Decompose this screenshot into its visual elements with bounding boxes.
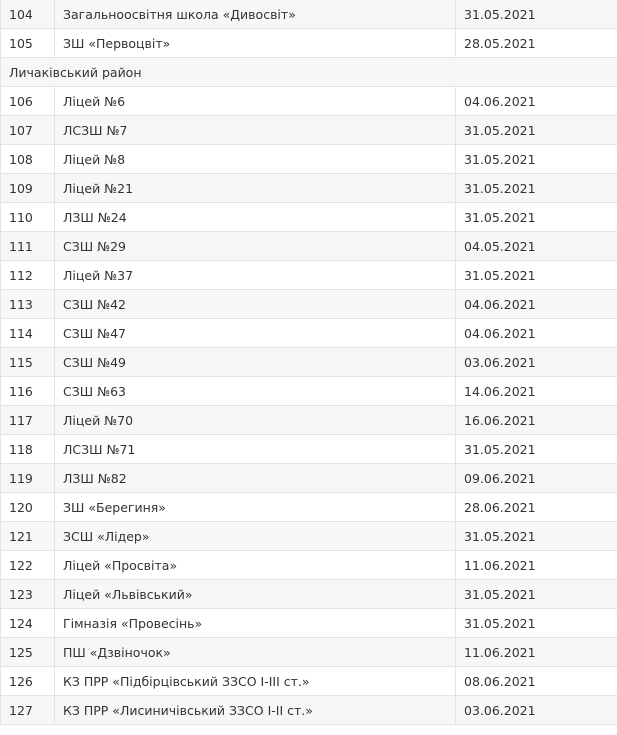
table-row	[1, 348, 617, 377]
row-number: 122	[1, 551, 55, 580]
school-name: ЗСШ «Лідер»	[55, 522, 456, 551]
school-name: СЗШ №29	[55, 232, 456, 261]
row-number: 111	[1, 232, 55, 261]
table-row	[1, 638, 617, 667]
row-number: 123	[1, 580, 55, 609]
row-number: 114	[1, 319, 55, 348]
school-name: ЛСЗШ №7	[55, 116, 456, 145]
school-name: ПШ «Дзвіночок»	[55, 638, 456, 667]
table-row	[1, 203, 617, 232]
table-row	[1, 174, 617, 203]
table-row	[1, 290, 617, 319]
date: 03.06.2021	[456, 696, 617, 725]
table-row	[1, 0, 617, 29]
school-name: КЗ ПРР «Підбірцівський ЗЗСО І-ІІІ ст.»	[55, 667, 456, 696]
date: 09.06.2021	[456, 464, 617, 493]
date: 31.05.2021	[456, 116, 617, 145]
date: 11.06.2021	[456, 638, 617, 667]
row-number: 120	[1, 493, 55, 522]
row-number: 107	[1, 116, 55, 145]
row-number: 118	[1, 435, 55, 464]
date: 31.05.2021	[456, 0, 617, 29]
school-name: Ліцей «Просвіта»	[55, 551, 456, 580]
district-label: Личаківський район	[1, 58, 617, 87]
school-name: Ліцей «Львівський»	[55, 580, 456, 609]
date: 31.05.2021	[456, 435, 617, 464]
row-number: 104	[1, 0, 55, 29]
date: 31.05.2021	[456, 609, 617, 638]
table-row	[1, 667, 617, 696]
row-number: 117	[1, 406, 55, 435]
school-name: ЛЗШ №82	[55, 464, 456, 493]
date: 31.05.2021	[456, 145, 617, 174]
date: 04.06.2021	[456, 319, 617, 348]
row-number: 106	[1, 87, 55, 116]
row-number: 108	[1, 145, 55, 174]
school-name: Ліцей №37	[55, 261, 456, 290]
school-name: Ліцей №21	[55, 174, 456, 203]
date: 04.06.2021	[456, 87, 617, 116]
table-row	[1, 696, 617, 725]
date: 11.06.2021	[456, 551, 617, 580]
school-name: Ліцей №8	[55, 145, 456, 174]
table-row	[1, 319, 617, 348]
date: 08.06.2021	[456, 667, 617, 696]
date: 04.05.2021	[456, 232, 617, 261]
row-number: 116	[1, 377, 55, 406]
table-row	[1, 261, 617, 290]
row-number: 109	[1, 174, 55, 203]
school-name: СЗШ №49	[55, 348, 456, 377]
school-name: Гімназія «Провесінь»	[55, 609, 456, 638]
row-number: 112	[1, 261, 55, 290]
date: 04.06.2021	[456, 290, 617, 319]
row-number: 121	[1, 522, 55, 551]
table-row	[1, 580, 617, 609]
school-name: ЛСЗШ №71	[55, 435, 456, 464]
table-row	[1, 522, 617, 551]
date: 31.05.2021	[456, 580, 617, 609]
date: 14.06.2021	[456, 377, 617, 406]
district-header-row	[1, 58, 617, 87]
date: 28.05.2021	[456, 29, 617, 58]
table-row	[1, 29, 617, 58]
table-row	[1, 377, 617, 406]
school-name: СЗШ №42	[55, 290, 456, 319]
school-name: ЛЗШ №24	[55, 203, 456, 232]
row-number: 115	[1, 348, 55, 377]
row-number: 127	[1, 696, 55, 725]
table-row	[1, 551, 617, 580]
row-number: 105	[1, 29, 55, 58]
row-number: 119	[1, 464, 55, 493]
table-row	[1, 464, 617, 493]
school-name: СЗШ №47	[55, 319, 456, 348]
table-row	[1, 232, 617, 261]
date: 31.05.2021	[456, 203, 617, 232]
row-number: 113	[1, 290, 55, 319]
row-number: 124	[1, 609, 55, 638]
row-number: 125	[1, 638, 55, 667]
table-row	[1, 493, 617, 522]
table-row	[1, 145, 617, 174]
table-row	[1, 435, 617, 464]
date: 28.06.2021	[456, 493, 617, 522]
school-name: Ліцей №70	[55, 406, 456, 435]
row-number: 126	[1, 667, 55, 696]
date: 31.05.2021	[456, 174, 617, 203]
date: 16.06.2021	[456, 406, 617, 435]
row-number: 110	[1, 203, 55, 232]
table-row	[1, 116, 617, 145]
school-name: СЗШ №63	[55, 377, 456, 406]
table-row	[1, 609, 617, 638]
table-row	[1, 406, 617, 435]
date: 31.05.2021	[456, 261, 617, 290]
school-name: ЗШ «Первоцвіт»	[55, 29, 456, 58]
table-body	[1, 0, 617, 725]
school-name: Загальноосвітня школа «Дивосвіт»	[55, 0, 456, 29]
date: 31.05.2021	[456, 522, 617, 551]
school-name: ЗШ «Берегиня»	[55, 493, 456, 522]
school-name: КЗ ПРР «Лисиничівський ЗЗСО І-ІІ ст.»	[55, 696, 456, 725]
table-row	[1, 87, 617, 116]
date: 03.06.2021	[456, 348, 617, 377]
school-name: Ліцей №6	[55, 87, 456, 116]
